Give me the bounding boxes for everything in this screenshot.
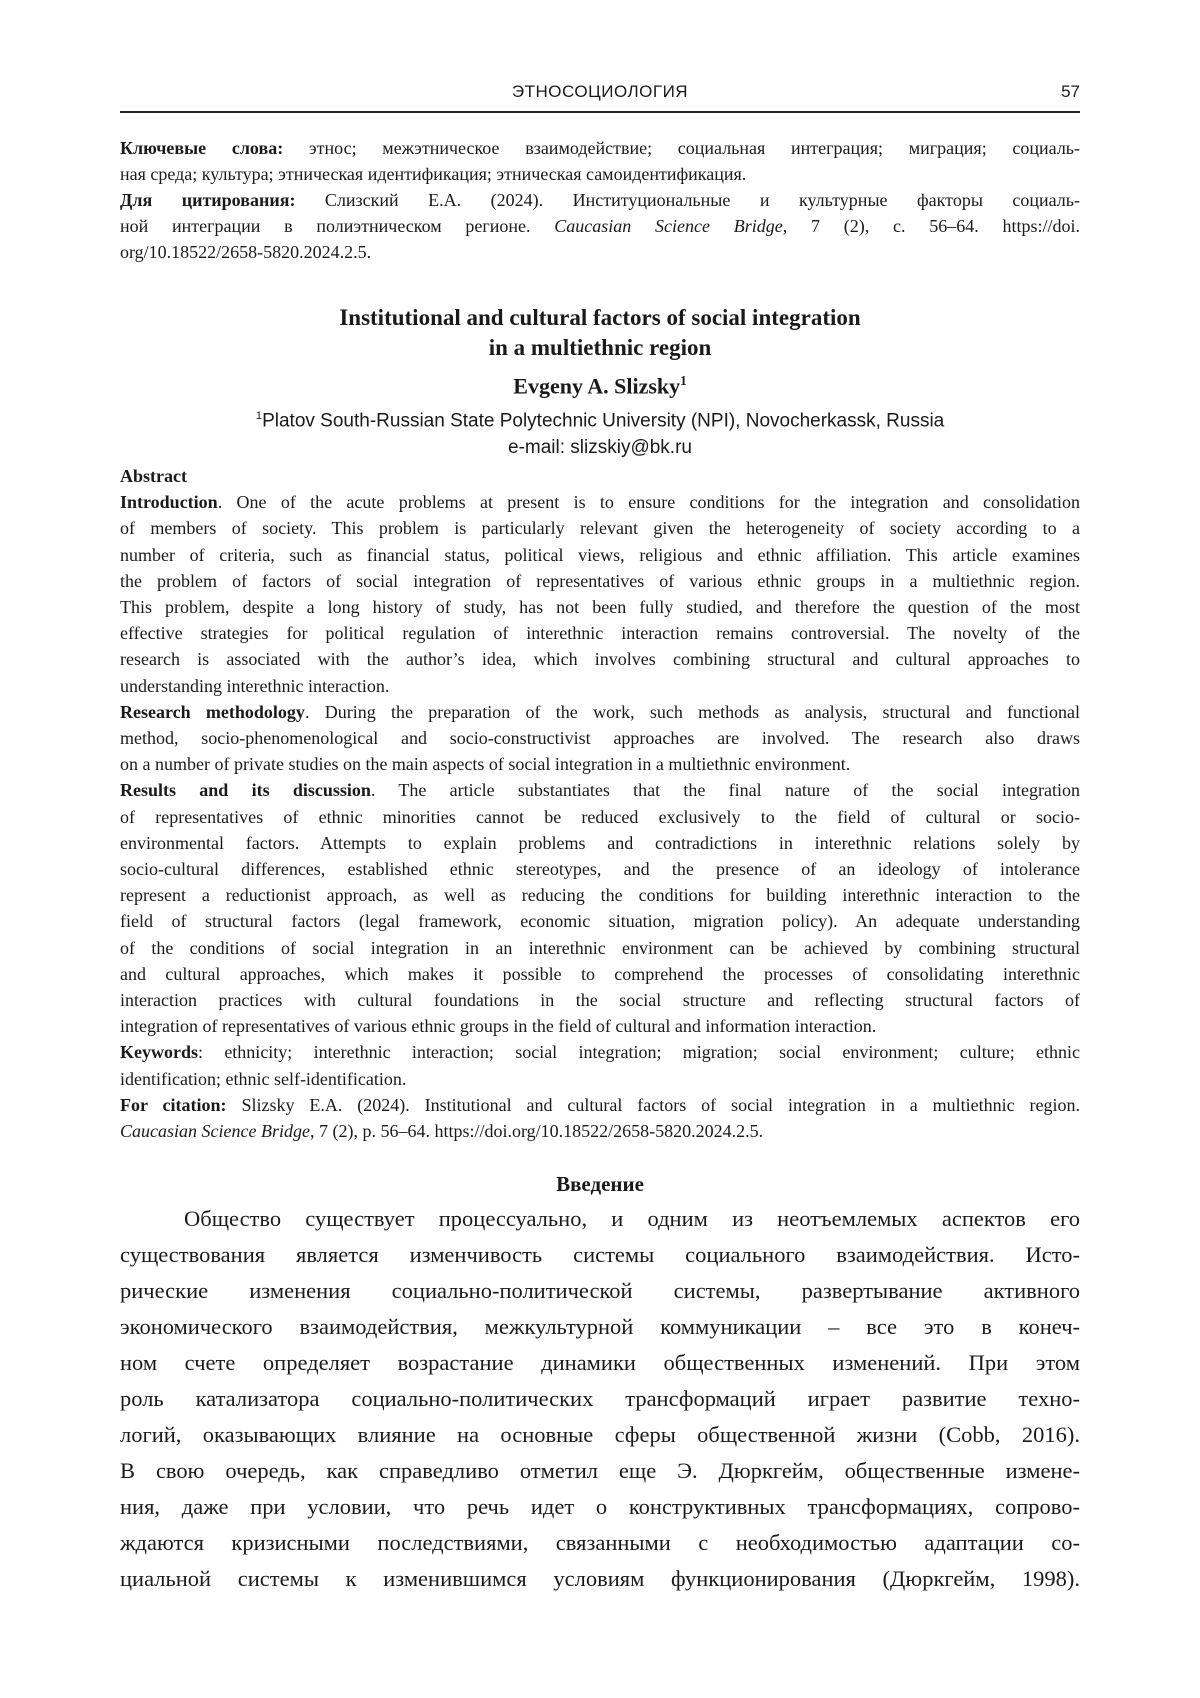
text-line [120, 935, 1080, 961]
text-line [120, 856, 1080, 882]
text-line [120, 882, 1080, 908]
text-segment: effective strategies for political regulation of interethnic interaction remains controversial. The novelty of the [120, 623, 1080, 643]
author [120, 367, 1080, 400]
text-line [120, 1453, 1080, 1489]
bold-label: Research methodology [120, 702, 305, 722]
text-segment: interaction practices with cultural foundations in the social structure and reflecting structural factors of [120, 990, 1080, 1010]
text-segment: and cultural approaches, which makes it possible to comprehend the processes of consolidating interethnic [120, 964, 1080, 984]
text-line [120, 987, 1080, 1013]
text-segment: socio-cultural differences, established ethnic stereotypes, and the presence of an ideology of intolerance [120, 859, 1080, 879]
russian-keywords-citation [120, 135, 1080, 265]
text-line [120, 1561, 1080, 1597]
author-name: Evgeny A. Slizsky [513, 373, 680, 398]
text-segment: циальной системы к изменившимся условиям функционирования (Дюркгейм, 1998). [120, 1566, 1080, 1591]
bold-label: Results and its discussion [120, 780, 371, 800]
text-segment: существования является изменчивость системы социального взаимодействия. Исто- [120, 1242, 1080, 1267]
author-sup: 1 [680, 373, 687, 388]
text-segment: method, socio-phenomenological and socio-constructivist approaches are involved. The research also draws [120, 728, 1080, 748]
section-heading-introduction: Введение [120, 1170, 1080, 1198]
affiliation: Platov South-Russian State Polytechnic University (NPI), Novocherkassk, Russia [262, 410, 944, 431]
text-line [120, 213, 1080, 239]
text-segment: . The article substantiates that the final nature of the social integration [371, 780, 1080, 800]
text-segment: : ethnicity; interethnic interaction; social integration; migration; social environment; culture; ethnic [198, 1042, 1080, 1062]
text-line [120, 777, 1080, 803]
italic-text: Caucasian Science Bridge [554, 216, 782, 236]
text-line [120, 515, 1080, 541]
text-line [120, 725, 1080, 751]
text-segment: ная среда; культура; этническая идентификация; этническая самоидентификация. [120, 164, 746, 184]
text-segment: ном счете определяет возрастание динамики общественных изменений. При этом [120, 1350, 1080, 1375]
article-title-line: in a multiethnic region [120, 333, 1080, 363]
text-segment: of the conditions of social integration in an interethnic environment can be achieved by combining structural [120, 938, 1080, 958]
text-line [120, 804, 1080, 830]
text-segment: рические изменения социально-политической системы, развертывание активного [120, 1278, 1080, 1303]
text-line [120, 1309, 1080, 1345]
text-segment: research is associated with the author’s idea, which involves combining structural and cultural approaches to [120, 649, 1080, 669]
text-segment: , 7 (2), с. 56–64. https://doi. [783, 216, 1080, 236]
text-segment: identification; ethnic self-identification. [120, 1069, 406, 1089]
text-line [120, 1039, 1080, 1065]
page-number: 57 [1061, 82, 1080, 102]
text-line [120, 1345, 1080, 1381]
article-title-line: Institutional and cultural factors of social integration [120, 303, 1080, 333]
abstract [120, 463, 1080, 1144]
text-segment: Общество существует процессуально, и одним из неотъемлемых аспектов его [184, 1206, 1080, 1231]
text-segment: . During the preparation of the work, such methods as analysis, structural and functional [305, 702, 1080, 722]
text-line [120, 568, 1080, 594]
text-line [120, 1201, 1080, 1237]
bold-label: Keywords [120, 1042, 198, 1062]
running-header [120, 82, 1080, 110]
text-line [120, 239, 1080, 265]
running-title: ЭТНОСОЦИОЛОГИЯ [120, 82, 1080, 102]
text-segment: org/10.18522/2658-5820.2024.2.5. [120, 242, 371, 262]
text-segment: Слизский Е.А. (2024). Институциональные и культурные факторы социаль- [295, 190, 1080, 210]
text-segment: ной интеграции в полиэтническом регионе. [120, 216, 554, 236]
text-segment: Slizsky E.A. (2024). Institutional and cultural factors of social integration in a multiethnic region. [227, 1095, 1080, 1115]
bold-label: Ключевые слова: [120, 138, 283, 158]
text-segment: environmental factors. Attempts to explain problems and contradictions in interethnic relations solely by [120, 833, 1080, 853]
text-segment: этнос; межэтническое взаимодействие; социальная интеграция; миграция; социаль- [283, 138, 1080, 158]
text-line [120, 620, 1080, 646]
text-segment: This problem, despite a long history of study, has not been fully studied, and therefore the question of the most [120, 597, 1080, 617]
text-segment: экономического взаимодействия, межкультурной коммуникации – все это в конеч- [120, 1314, 1080, 1339]
text-line [120, 673, 1080, 699]
header-rule [120, 111, 1080, 113]
text-segment: роль катализатора социально-политических трансформаций играет развитие техно- [120, 1386, 1080, 1411]
text-line [120, 1237, 1080, 1273]
text-line [120, 135, 1080, 161]
text-line [120, 1417, 1080, 1453]
text-line [120, 1525, 1080, 1561]
text-segment: of members of society. This problem is particularly relevant given the heterogeneity of society according to a [120, 518, 1080, 538]
text-line [120, 1273, 1080, 1309]
text-line [120, 1381, 1080, 1417]
italic-text: Caucasian Science Bridge [120, 1121, 310, 1141]
text-segment: represent a reductionist approach, as well as reducing the conditions for building interethnic interaction to the [120, 885, 1080, 905]
text-segment: . One of the acute problems at present is to ensure conditions for the integration and consolidation [218, 492, 1080, 512]
text-segment: , 7 (2), p. 56–64. https://doi.org/10.18522/2658-5820.2024.2.5. [310, 1121, 763, 1141]
text-line [120, 1013, 1080, 1039]
text-line [120, 1092, 1080, 1118]
body-text [120, 1201, 1080, 1597]
bold-label: Abstract [120, 466, 187, 486]
text-segment: В свою очередь, как справедливо отметил еще Э. Дюркгейм, общественные измене- [120, 1458, 1080, 1483]
text-line [120, 1118, 1080, 1144]
text-line [120, 961, 1080, 987]
affiliation-sup: 1 [256, 410, 262, 422]
text-line [120, 830, 1080, 856]
text-segment: field of structural factors (legal framework, economic situation, migration policy). An adequate understanding [120, 911, 1080, 931]
text-line [120, 463, 1080, 489]
text-line [120, 908, 1080, 934]
affiliation-block [120, 403, 1080, 461]
text-segment: of representatives of ethnic minorities cannot be reduced exclusively to the field of cultural or socio- [120, 807, 1080, 827]
text-line [120, 699, 1080, 725]
text-line [120, 187, 1080, 213]
text-segment: number of criteria, such as financial status, political views, religious and ethnic affiliation. This article examines [120, 545, 1080, 565]
text-segment: логий, оказывающих влияние на основные сферы общественной жизни (Cobb, 2016). [120, 1422, 1080, 1447]
text-line [120, 489, 1080, 515]
text-segment: ния, даже при условии, что речь идет о конструктивных трансформациях, сопрово- [120, 1494, 1080, 1519]
email: e-mail: slizskiy@bk.ru [120, 434, 1080, 461]
text-line [120, 161, 1080, 187]
text-line [120, 646, 1080, 672]
text-segment: understanding interethnic interaction. [120, 676, 389, 696]
bold-label: For citation: [120, 1095, 227, 1115]
bold-label: Introduction [120, 492, 218, 512]
text-segment: on a number of private studies on the main aspects of social integration in a multiethnic environment. [120, 754, 850, 774]
text-line [120, 594, 1080, 620]
text-line [120, 751, 1080, 777]
text-segment: the problem of factors of social integration of representatives of various ethnic groups in a multiethnic region. [120, 571, 1080, 591]
text-line [120, 1489, 1080, 1525]
bold-label: Для цитирования: [120, 190, 295, 210]
text-line [120, 1066, 1080, 1092]
text-segment: ждаются кризисными последствиями, связанными с необходимостью адаптации со- [120, 1530, 1080, 1555]
text-segment: integration of representatives of various ethnic groups in the field of cultural and information interaction. [120, 1016, 876, 1036]
article-title [120, 303, 1080, 363]
text-line [120, 542, 1080, 568]
